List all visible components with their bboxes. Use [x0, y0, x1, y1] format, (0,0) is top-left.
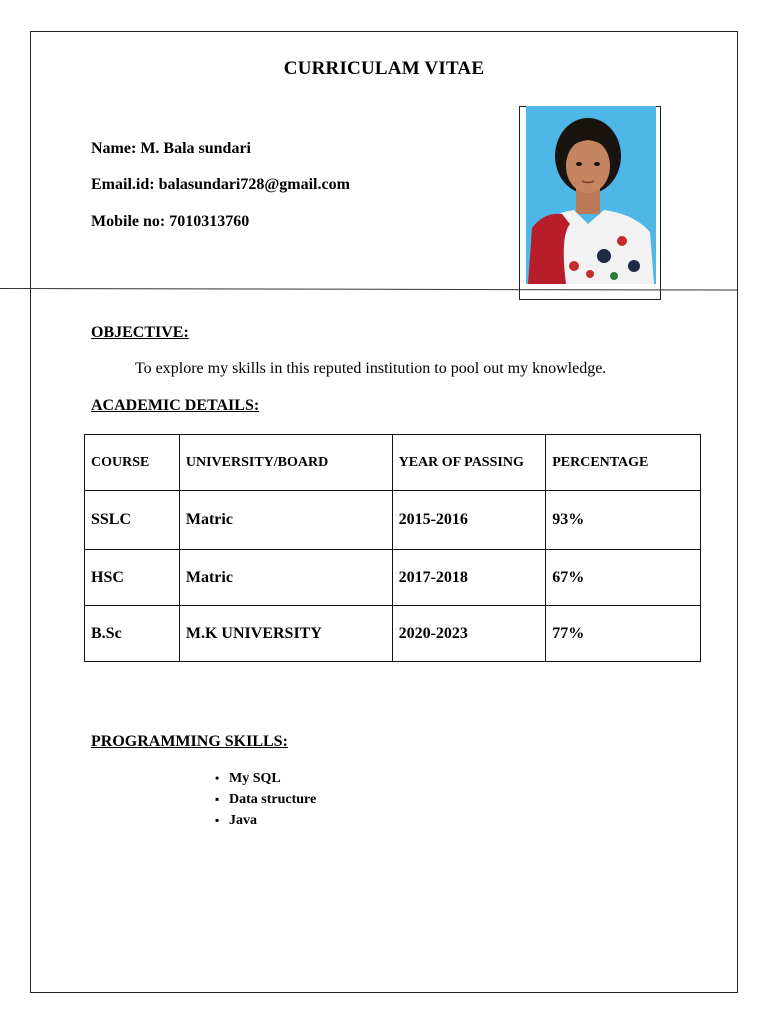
cell-course: B.Sc: [85, 606, 180, 662]
cell-year: 2020-2023: [392, 606, 546, 662]
cell-course: SSLC: [85, 491, 180, 550]
table-header-row: [85, 435, 701, 491]
academic-table: [84, 434, 701, 662]
profile-photo: [526, 106, 656, 284]
skills-list: [215, 768, 316, 831]
cell-percentage: 77%: [546, 606, 701, 662]
bullet-icon: ▪: [215, 792, 220, 806]
email-line: Email.id: balasundari728@gmail.com: [91, 176, 350, 193]
cell-university: Matric: [179, 550, 392, 606]
bullet-icon: •: [215, 771, 220, 785]
list-item: [215, 789, 316, 810]
skill-label: Java: [229, 813, 257, 828]
skill-label: My SQL: [229, 771, 281, 786]
bullet-icon: ▪: [215, 813, 220, 827]
cell-university: Matric: [179, 491, 392, 550]
cell-year: 2015-2016: [392, 491, 546, 550]
name-line: Name: M. Bala sundari: [91, 140, 251, 157]
objective-text: To explore my skills in this reputed institution to pool out my knowledge.: [135, 360, 607, 377]
header-percentage: PERCENTAGE: [546, 435, 701, 491]
cell-year: 2017-2018: [392, 550, 546, 606]
header-year: YEAR OF PASSING: [392, 435, 546, 491]
cell-percentage: 93%: [546, 491, 701, 550]
list-item: [215, 810, 316, 831]
table-row: [85, 550, 701, 606]
list-item: [215, 768, 316, 789]
mobile-line: Mobile no: 7010313760: [91, 213, 250, 230]
skills-heading: PROGRAMMING SKILLS:: [91, 733, 288, 750]
header-course: COURSE: [85, 435, 180, 491]
skill-label: Data structure: [229, 792, 317, 807]
cell-percentage: 67%: [546, 550, 701, 606]
cell-university: M.K UNIVERSITY: [179, 606, 392, 662]
header-university: UNIVERSITY/BOARD: [179, 435, 392, 491]
academic-heading: ACADEMIC DETAILS:: [91, 397, 260, 414]
objective-heading: OBJECTIVE:: [91, 324, 189, 341]
table-row: [85, 606, 701, 662]
cell-course: HSC: [85, 550, 180, 606]
table-row: [85, 491, 701, 550]
document-title: CURRICULAM VITAE: [283, 58, 485, 79]
